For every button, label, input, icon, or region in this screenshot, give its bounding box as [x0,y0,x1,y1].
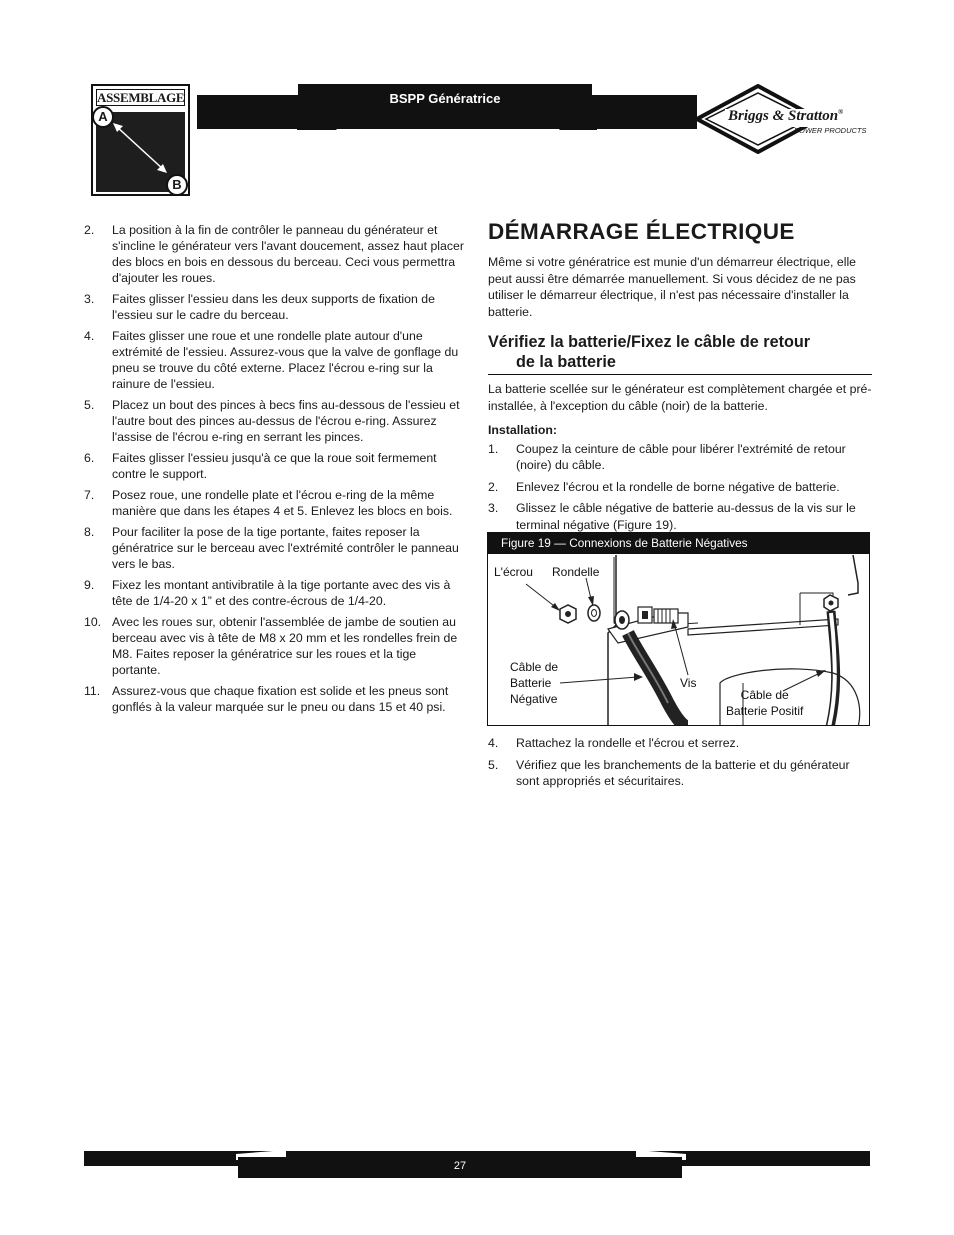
installation-steps-b-wrap [488,735,872,795]
list-item [84,487,466,519]
label-positive-cable-line2: Batterie Positif [726,704,804,718]
list-item-number: 9. [84,578,95,592]
list-item-text: Rattachez la rondelle et l'écrou et serrez. [516,736,740,750]
label-negative-cable-line2: Batterie [510,676,552,690]
assemblage-panel [96,109,185,192]
list-item-number: 2. [84,223,95,237]
list-item-text: Enlevez l'écrou et la rondelle de borne négative de batterie. [516,479,840,494]
battery-paragraph: La batterie scellée sur le générateur est complètement chargée et pré-installée, à l'exception du câble (noir) de la batterie. [488,382,872,413]
badge-letter-b: B [166,174,188,196]
list-item [84,577,466,609]
list-item-number: 2. [488,479,499,494]
label-washer: Rondelle [552,565,600,579]
installation-label: Installation: [488,423,558,437]
list-item-number: 4. [488,736,499,750]
header-title: BSPP Génératrice [298,84,592,114]
list-item-text: Placez un bout des pinces à becs fins au-dessous de l'essieu et l'autre bout des pinces au-dessus de l'écrou e-ring. Assurez l'assise de l'écrou e-ring en serrant les pinces. [112,398,460,444]
list-item [84,397,466,445]
list-item-text: Coupez la ceinture de câble pour libérer l'extrémité de retour (noire) du câble. [516,441,846,472]
subsection-heading-line2: de la batterie [516,353,616,371]
subsection-heading [488,332,872,375]
list-item [84,222,466,286]
list-item-text: Fixez les montant antivibratile à la tige portante avec des vis à tête de 1/4-20 x 1” et des contre-écrous de 1/4-20. [112,578,451,608]
installation-steps-a [488,441,872,534]
badge-letter-a: A [92,106,114,128]
list-item-text: Posez roue, une rondelle plate et l'écrou e-ring de la même manière que dans les étapes 4 et 5. Enlevez les blocs en bois. [112,488,453,518]
list-item [488,500,872,533]
list-item-text: La position à la fin de contrôler le panneau du générateur et s'incline le générateur vers l'avant doucement, assez haut placer des blocs en bois en dessous du berceau. Ceci vous permettra d'ajouter les roues. [112,223,464,285]
brand-name: Briggs & Stratton [728,108,839,124]
list-item-number: 5. [84,398,95,412]
list-item [488,441,872,474]
left-column [84,222,466,720]
list-item-number: 10. [84,615,102,629]
intro-paragraph: Même si votre génératrice est munie d'un démarreur électrique, elle peut aussi être démarrée manuellement. Si vous décidez de ne pas utiliser le démarreur électrique, il n'est pas nécessaire d'installer la batterie. [488,255,857,319]
label-positive-cable [726,687,803,719]
list-item-number: 11. [84,684,101,698]
list-item-text: Assurez-vous que chaque fixation est solide et les pneus sont gonflés à la valeur marquée sur le pneu ou dans 15 et 40 psi. [112,684,449,714]
subsection-heading-line1: Vérifiez la batterie/Fixez le câble de retour [488,333,811,351]
label-screw: Vis [680,676,697,690]
list-item-number: 3. [84,292,95,306]
list-item-number: 1. [488,441,499,456]
section-heading: DÉMARRAGE ÉLECTRIQUE [488,219,795,244]
brand-logo [695,84,870,154]
figure-caption: Figure 19 — Connexions de Batterie Négatives [488,533,869,554]
list-item [84,328,466,392]
label-nut: L'écrou [494,565,533,579]
installation-steps-b [488,735,872,790]
list-item [488,479,872,496]
list-item-text: Vérifiez que les branchements de la batterie et du générateur sont appropriés et sécuritaires. [516,757,850,788]
assemblage-badge [91,84,190,196]
list-item [84,450,466,482]
list-item-number: 8. [84,525,95,539]
brand-subtitle: POWER PRODUCTS [794,126,867,135]
list-item-number: 4. [84,329,95,343]
header-bar-notches [297,114,597,130]
page-number: 27 [238,1157,682,1178]
list-item-number: 7. [84,488,95,502]
list-item-text: Faites glisser une roue et une rondelle plate autour d'une extrémité de l'essieu. Assurez-vous que la valve de gonflage du pneu se trouve du côté externe. Placez l'écrou e-ring sur la rainure de l'essieu. [112,329,459,391]
label-negative-cable-line1: Câble de [510,660,559,674]
list-item-text: Pour faciliter la pose de la tige portante, faites reposer la génératrice sur le berceau avec l'extrémité contrôler le panneau vers le bas. [112,525,459,571]
list-item-text: Avec les roues sur, obtenir l'assemblée de jambe de soutien au berceau avec vis à tête de M8 x 20 mm et les rondelles frein de M8. Faites reposer la génératrice sur les roues et la tige portante. [112,615,458,677]
list-item [84,614,466,678]
right-column [488,218,872,538]
list-item [84,683,466,715]
list-item [84,524,466,572]
label-negative-cable [510,659,558,707]
list-item-text: Faites glisser l'essieu dans les deux supports de fixation de l'essieu sur le cadre du berceau. [112,292,435,322]
list-item-text: Faites glisser l'essieu jusqu'à ce que la roue soit fermement contre le support. [112,451,437,481]
figure-19 [487,532,870,726]
brand-registered: ® [838,108,844,116]
list-item-number: 5. [488,757,499,772]
assemblage-label: ASSEMBLAGE [97,90,185,105]
list-item [488,757,872,790]
list-item [84,291,466,323]
list-item-number: 3. [488,501,499,515]
list-item [488,735,872,752]
label-negative-cable-line3: Négative [510,692,558,706]
label-positive-cable-line1: Câble de [740,688,789,702]
list-item-text: Glissez le câble négative de batterie au-dessus de la vis sur le terminal négative (Figure 19). [516,501,856,532]
list-item-number: 6. [84,451,95,465]
